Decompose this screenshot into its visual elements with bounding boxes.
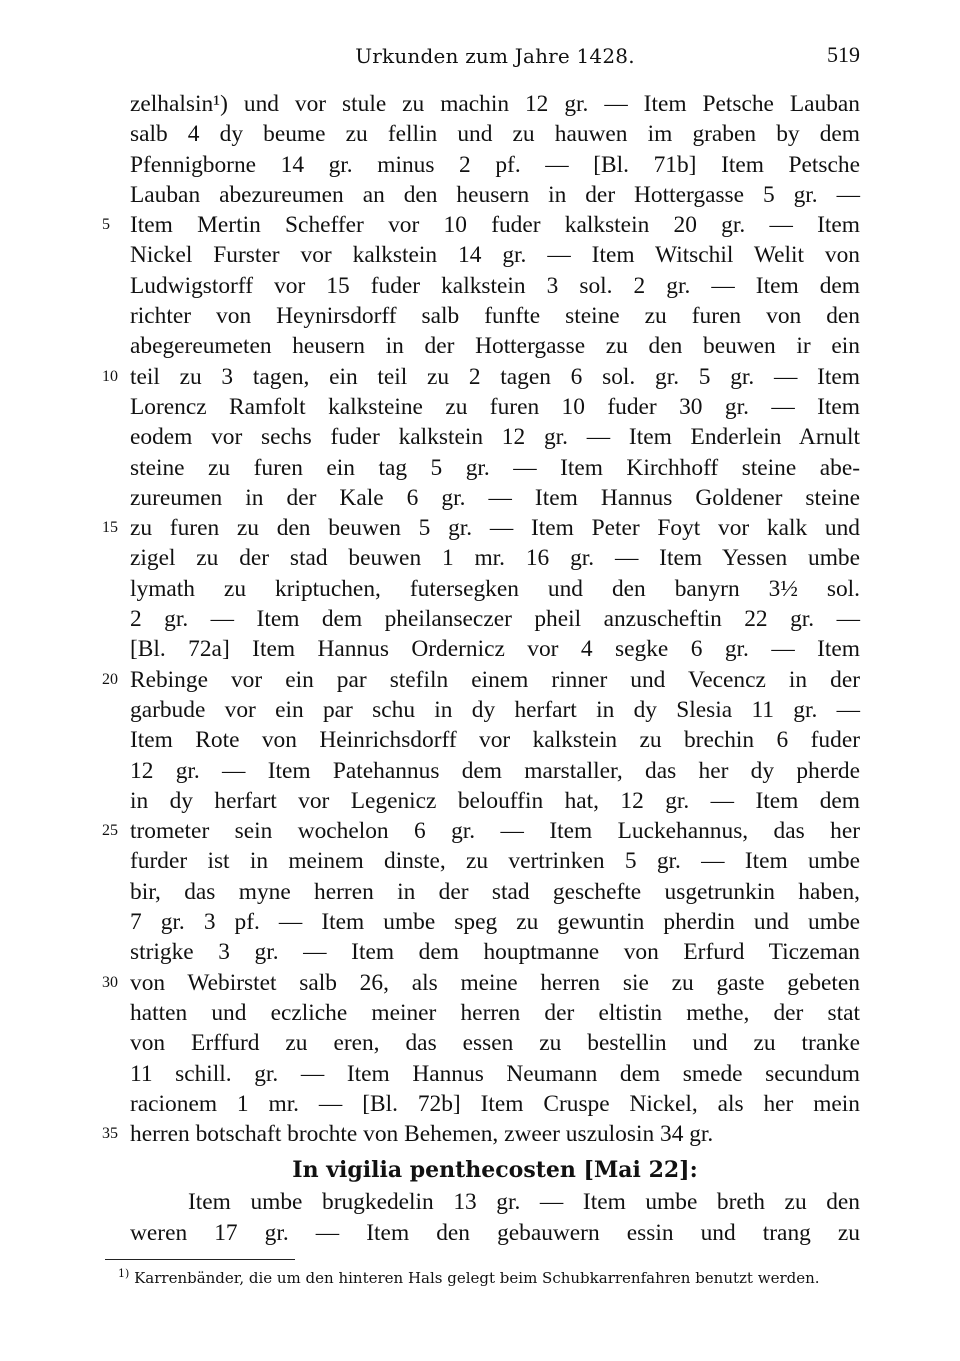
line-text: Lauban abezureumen an den heusern in der Hottergasse 5 gr. — xyxy=(130,181,860,208)
line-number: 5 xyxy=(102,216,110,234)
line-text: hatten und eczliche meiner herren der eltistin methe, der stat xyxy=(130,999,860,1026)
text-line xyxy=(130,422,860,452)
line-number: 10 xyxy=(102,367,118,385)
text-line xyxy=(130,695,860,725)
text-line xyxy=(130,180,860,210)
text-line xyxy=(130,1218,860,1248)
line-text: furder ist in meinem dinste, zu vertrinken 5 gr. — Item umbe xyxy=(130,848,860,875)
line-text: von Webirstet salb 26, als meine herren sie zu gaste gebeten xyxy=(130,969,860,996)
line-text: herren botschaft brochte von Behemen, zweer uszulosin 34 gr. xyxy=(130,1121,714,1148)
line-text: Item Rote von Heinrichsdorff vor kalkstein zu brechin 6 fuder xyxy=(130,727,860,754)
footnote-mark: 1) xyxy=(118,1267,130,1280)
footnote-text: Karrenbänder, die um den hinteren Hals gelegt beim Schubkarrenfahren benutzt werden. xyxy=(134,1269,820,1287)
line-text: bir, das myne herren in der stad geschefte usgetrunkin haben, xyxy=(130,878,860,905)
text-line xyxy=(130,725,860,755)
line-text: 2 gr. — Item dem pheilanseczer pheil anzuscheftin 22 gr. — xyxy=(130,606,860,633)
line-text: Ludwigstorff vor 15 fuder kalkstein 3 sol. 2 gr. — Item dem xyxy=(130,272,860,299)
line-text: teil zu 3 tagen, ein teil zu 2 tagen 6 sol. gr. 5 gr. — Item xyxy=(130,363,860,390)
line-number: 20 xyxy=(102,670,118,688)
line-text: [Bl. 72a] Item Hannus Ordernicz vor 4 segke 6 gr. — Item xyxy=(130,636,860,663)
line-text: zigel zu der stad beuwen 1 mr. 16 gr. — Item Yessen umbe xyxy=(130,545,860,572)
line-text: Lorencz Ramfolt kalksteine zu furen 10 fuder 30 gr. — Item xyxy=(130,393,860,420)
footnote xyxy=(118,1267,878,1287)
line-text: salb 4 dy beume zu fellin und zu hauwen im graben by dem xyxy=(130,121,860,148)
line-text: strigke 3 gr. — Item dem houptmanne von Erfurd Ticzeman xyxy=(130,939,860,966)
text-line xyxy=(130,392,860,422)
text-line xyxy=(130,150,860,180)
text-line xyxy=(130,119,860,149)
text-line xyxy=(102,1119,860,1149)
text-line xyxy=(130,846,860,876)
line-text: garbude vor ein par schu in dy herfart in dy Slesia 11 gr. — xyxy=(130,696,860,723)
line-text: in dy herfart vor Legenicz belouffin hat, 12 gr. — Item dem xyxy=(130,787,860,814)
text-line xyxy=(130,634,860,664)
text-line xyxy=(102,362,860,392)
text-line xyxy=(102,665,860,695)
line-number: 35 xyxy=(102,1125,118,1143)
text-line xyxy=(130,301,860,331)
line-text: richter von Heynirsdorff salb funfte steine zu furen von den xyxy=(130,303,860,330)
text-line xyxy=(130,1059,860,1089)
line-text: 12 gr. — Item Patehannus dem marstaller, das her dy pherde xyxy=(130,757,860,784)
line-text: trometer sein wochelon 6 gr. — Item Luckehannus, das her xyxy=(130,818,860,845)
text-line xyxy=(130,998,860,1028)
text-line xyxy=(102,210,860,240)
line-text: lymath zu kriptuchen, futersegken und den banyrn 3½ sol. xyxy=(130,575,860,602)
running-head xyxy=(130,36,860,76)
line-text: Rebinge vor ein par stefiln einem rinner und Vecencz in der xyxy=(130,666,860,693)
line-number: 15 xyxy=(102,519,118,537)
line-text: Nickel Furster vor kalkstein 14 gr. — Item Witschil Welit von xyxy=(130,242,860,269)
text-line xyxy=(130,240,860,270)
text-line xyxy=(130,89,860,119)
line-text: weren 17 gr. — Item den gebauwern essin und trang zu xyxy=(130,1219,860,1246)
line-text: steine zu furen ein tag 5 gr. — Item Kirchhoff steine abe- xyxy=(130,454,860,481)
footnote-rule xyxy=(105,1259,295,1260)
text-line xyxy=(102,513,860,543)
text-line xyxy=(130,1187,860,1217)
text-line xyxy=(130,604,860,634)
running-title: Urkunden zum Jahre 1428. xyxy=(355,44,635,68)
text-line xyxy=(130,331,860,361)
line-text: abegereumeten heusern in der Hottergasse zu den beuwen ir ein xyxy=(130,333,860,360)
text-line xyxy=(102,968,860,998)
line-text: 7 gr. 3 pf. — Item umbe speg zu gewuntin pherdin und umbe xyxy=(130,909,860,936)
line-text: Item umbe brugkedelin 13 gr. — Item umbe breth zu den xyxy=(188,1189,860,1216)
text-line xyxy=(130,786,860,816)
line-text: zelhalsin¹) und vor stule zu machin 12 gr. — Item Petsche Lauban xyxy=(130,91,860,117)
line-text: zu furen zu den beuwen 5 gr. — Item Peter Foyt vor kalk und xyxy=(130,515,860,542)
line-text: zureumen in der Kale 6 gr. — Item Hannus Goldener steine xyxy=(130,484,860,511)
text-line xyxy=(130,907,860,937)
line-number: 30 xyxy=(102,973,118,991)
text-line xyxy=(130,543,860,573)
line-text: Pfennigborne 14 gr. minus 2 pf. — [Bl. 71b] Item Petsche xyxy=(130,151,860,178)
text-line xyxy=(130,756,860,786)
page-number: 519 xyxy=(827,42,860,67)
text-line xyxy=(130,453,860,483)
line-text: von Erffurd zu eren, das essen zu bestellin und zu tranke xyxy=(130,1030,860,1057)
line-text: Item Mertin Scheffer vor 10 fuder kalkstein 20 gr. — Item xyxy=(130,212,860,239)
text-line xyxy=(130,937,860,967)
text-line xyxy=(130,574,860,604)
line-number: 25 xyxy=(102,822,118,840)
text-line xyxy=(130,877,860,907)
text-line xyxy=(102,816,860,846)
line-text: 11 schill. gr. — Item Hannus Neumann dem smede secundum xyxy=(130,1060,860,1087)
line-text: racionem 1 mr. — [Bl. 72b] Item Cruspe Nickel, als her mein xyxy=(130,1090,860,1117)
text-line xyxy=(130,1089,860,1119)
section-heading: In vigilia penthecosten [Mai 22]: xyxy=(292,1157,698,1184)
text-line xyxy=(130,483,860,513)
body-text xyxy=(102,89,860,1248)
line-text: eodem vor sechs fuder kalkstein 12 gr. — Item Enderlein Arnult xyxy=(130,424,860,451)
text-line xyxy=(130,1028,860,1058)
text-line xyxy=(130,271,860,301)
